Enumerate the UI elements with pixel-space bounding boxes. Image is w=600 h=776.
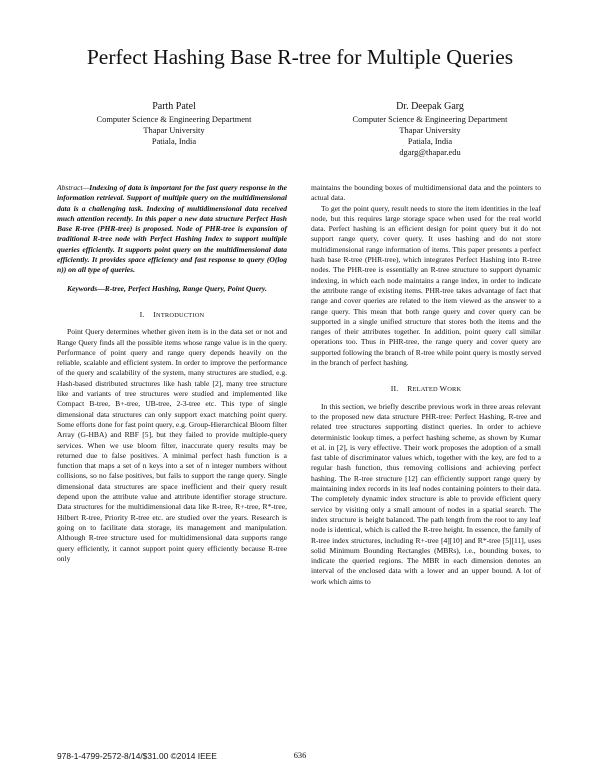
- intro-paragraph-1-continued: maintains the bounding boxes of multidimensional data and the pointers to actual data.: [311, 183, 541, 203]
- abstract-lead: Abstract—: [57, 183, 90, 192]
- abstract-text: Indexing of data is important for the fast query response in the information retrieval. Support of multiple query on the multidimensional data is a challenging task. Indexing of multidimensional data received much attention recently. In this paper a new data structure Perfect Hash Base R-tree (PHR-tree) is proposed. Node of PHR-tree is expansion of traditional R-tree node with Perfect Hashing Index to support multiple queries efficiently. It supports point query on the multidimensional data efficiently. It provides space efficiency and fast response to query (O(log n)) on all type of queries.: [57, 183, 287, 275]
- keywords: Keywords—R-tree, Perfect Hashing, Range Query, Point Query.: [67, 283, 267, 293]
- author-dept: Computer Science & Engineering Department: [352, 115, 508, 124]
- author-block-1: [56, 100, 292, 147]
- related-paragraph-1: In this section, we briefly describe previous work in three areas relevant to the proposed new data structure PHR-tree: Perfect Hashing, R-tree and related tree structures supporting distinct queries. In order to achieve deterministic lookup times, a perfect hashing scheme, as shown by Kumar et al. in [2], is very effective. Their work proposes the adoption of a small fast table of discriminator values which, together with the key, are fed to a regular hash function, thus removing collisions and achieving perfect hashing. The R-tree structure [12] can efficiently support range query by maintaining index records in its leaf nodes containing pointers to their data. The completely dynamic index structure is able to provide efficient query service by visiting only a small amount of nodes in a spatial search. The index structure is height balanced. The path length from the root to any leaf node is identical, which is called the R-tree height. In essence, the family of R-tree index structures, including R+-tree [4][10] and R*-tree [5][11], uses solid Minimum Bounding Rectangles (MBRs), i.e., bounding boxes, to indicate the queried regions. The MBR in each dimension denotes an interval of the enclosed data with a lower and an upper bound. A lot of work which aims to: [311, 401, 541, 586]
- intro-paragraph-1: Point Query determines whether given item is in the data set or not and Range Query finds all the possible items whose range value is in the query. Performance of point query and range query depends heavily on the reliable, scalable and efficient system. In order to improve the performance of the query and scalability of the system, many structures are studied, e.g. Hash-based distributed structures like hash table [2], many tree structure like and variants of tree structures were studied and implemented like Compact B-tree, B+-tree, UB-tree, 2-3-tree etc. This type of single dimensional data structures can only support exact matching point query. Some efforts done for fast point query, e.g. Group-Hierarchical Bloom filter Array (G-HBA) and RBF [5], but they failed to provide multiple-query services. When we use bloom filter, inaccurate query results may be returned due to false positives. A minimal perfect hash function is a function that maps a set of n keys into a set of n integer numbers without collisions, so no false positives, but fails to support the range query. Single dimensional data structures are space inefficient and their query result depend upon the attribute value and attribute identifier storage structure. Data structures for the multidimensional data like R-tree, R+-tree, R*-tree, Hilbert R-tree, Priority R-tree etc. are studied over the years. Research is going on to facilitate data storage, its management and manipulation. Although R-tree structure used for multidimensional data supports range query efficiently, it cannot support point query efficiently because R-tree only: [57, 327, 287, 563]
- right-column: [311, 183, 541, 587]
- section-heading-introduction: I. INTRODUCTION: [139, 309, 205, 319]
- section-heading-related-work: II. RELATED WORK: [390, 384, 462, 394]
- author-city: Patiala, India: [151, 137, 197, 146]
- page-number: 636: [293, 751, 307, 760]
- author-dept: Computer Science & Engineering Department: [96, 115, 252, 124]
- author-email: dgarg@thapar.edu: [399, 148, 461, 157]
- author-university: Thapar University: [399, 126, 461, 135]
- intro-paragraph-2: To get the point query, result needs to store the item identities in the leaf node, but this requires large storage space when used for the real world data. Perfect hashing is an efficient design for point query but it do not support range query, cover query. It uses hashing and do not store multidimensional range information of items. This paper presents a perfect hash base R-tree (PHR-tree), which integrates Perfect Hashing into R-tree nodes. The PHR-tree is essentially an R-tree structure to support dynamic indexing, in which each node maintains a range index, in order to indicate the attribute range of existing items. PHR-tree takes advantage of fact that range and cover queries are related to the item viewed as the answer to a range query. This mean that both range query and cover query can be supported in a single unified structure that stores both the items and the ranges of their attributes together. In addition, point query call similar operations too. Thus in PHR-tree, the range query and cover query are supported following the branch of R-tree while point query is mostly served in the branch of perfect hashing.: [311, 203, 541, 368]
- author-name: Dr. Deepak Garg: [396, 101, 464, 112]
- author-university: Thapar University: [143, 126, 205, 135]
- paper-title: Perfect Hashing Base R-tree for Multiple Queries: [86, 45, 514, 69]
- author-city: Patiala, India: [407, 137, 453, 146]
- left-column: [57, 183, 287, 564]
- author-block-2: [312, 100, 548, 158]
- copyright-notice: 978-1-4799-2572-8/14/$31.00 ©2014 IEEE: [57, 751, 217, 761]
- author-name: Parth Patel: [152, 101, 196, 112]
- abstract: [57, 183, 287, 276]
